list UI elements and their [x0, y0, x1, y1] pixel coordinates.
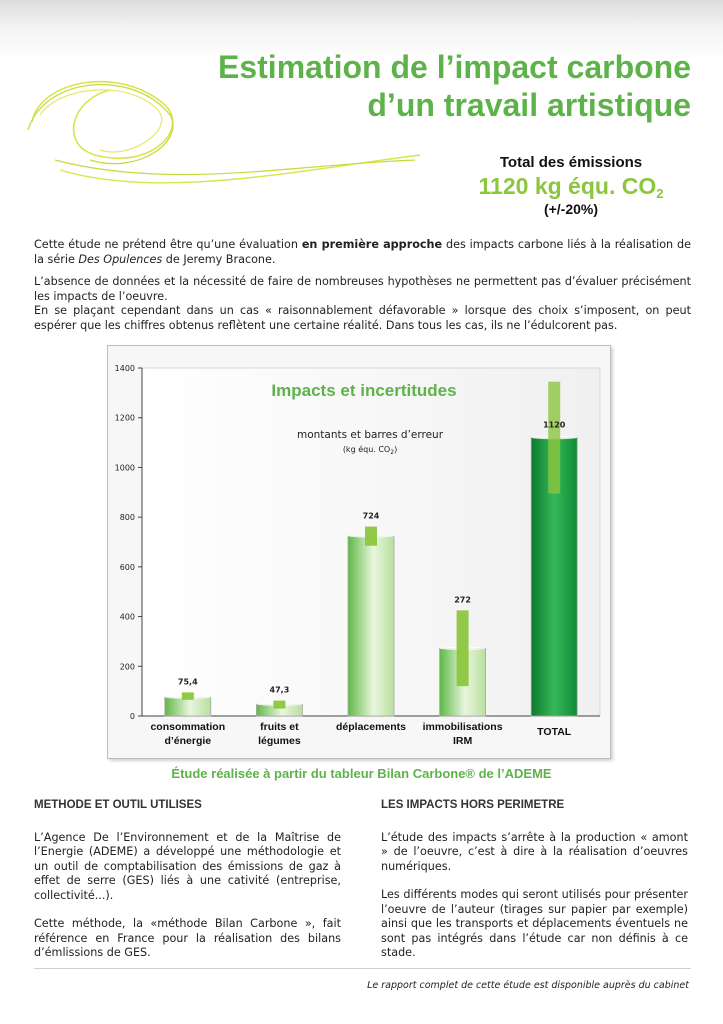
methode-heading: METHODE ET OUTIL UTILISES: [34, 799, 202, 811]
title-line-2: d’un travail artistique: [367, 87, 691, 123]
methode-paragraph-1: L’Agence De l’Environnement et de la Maîtrise de l’Energie (ADEME) a développé une méthodologie et un outil de comptabilisation des émissions de gaz à effet de serre (GES) liés à une cativité (entreprise, collectivité...).: [34, 830, 341, 902]
chart-unit-close: ): [394, 445, 398, 454]
intro-p1-end: de Jeremy Bracone.: [162, 252, 276, 266]
y-axis-ticks: [115, 364, 142, 721]
impact-chart: [108, 346, 610, 758]
error-bar: [548, 382, 560, 494]
methode-paragraph-2: Cette méthode, la «méthode Bilan Carbone », fait référence en France pour la réalisation des bilans d’émlissions de GES.: [34, 917, 341, 959]
intro-paragraph-3: En se plaçant cependant dans un cas « raisonnablement défavorable » lorsque des choix s’imposent, on peut espérer que les chiffres obtenus reflètent une certaine réalité. Dans tous les cas, ils ne l’édulcorent pas.: [34, 304, 691, 332]
data-label: 272: [454, 595, 471, 605]
x-tick-label: déplacements: [335, 721, 407, 733]
y-tick-label: 1400: [114, 364, 135, 373]
data-label: 47,3: [269, 685, 290, 695]
intro-paragraph-2: L’absence de données et la nécessité de faire de nombreuses hypothèses ne permettent pas d’évaluer précisément les impacts de l’oeuvre.: [34, 275, 691, 303]
x-tick-label: immobilisations: [422, 721, 503, 733]
y-tick-label: 400: [119, 612, 135, 622]
bar: [348, 536, 394, 716]
x-tick-label: d’énergie: [164, 735, 212, 747]
error-bar: [182, 692, 194, 699]
impacts-paragraph-1: L’étude des impacts s’arrête à la production « amont » de l’oeuvre, c’est à dire à la réalisation d’oeuvres numériques.: [381, 830, 688, 873]
data-label: 1120: [543, 420, 566, 430]
y-tick-label: 1000: [114, 463, 135, 473]
data-label: 724: [362, 511, 380, 521]
chart-title: Impacts et incertitudes: [271, 381, 457, 400]
impacts-heading: LES IMPACTS HORS PERIMETRE: [381, 799, 565, 811]
x-tick-label: TOTAL: [537, 726, 572, 738]
title-line-1: Estimation de l’impact carbone: [218, 49, 691, 85]
intro-p1-middle: des impacts carbone liés à la réalisation de la série: [34, 238, 691, 266]
y-tick-label: 600: [119, 562, 135, 572]
intro-p1-bold: en première approche: [301, 238, 443, 251]
x-tick-label: IRM: [452, 735, 473, 747]
total-value-text: 1120 kg équ. CO: [478, 173, 657, 199]
chart-frame: [107, 345, 611, 759]
y-tick-label: 1200: [114, 413, 135, 423]
total-emissions-block: [451, 154, 691, 217]
data-label: 75,4: [177, 677, 198, 687]
impacts-section: [381, 798, 688, 975]
intro-text: [34, 238, 691, 341]
series-name: Des Opulences: [78, 252, 163, 266]
x-tick-label: fruits et: [260, 721, 299, 733]
footer-note: Le rapport complet de cette étude est disponible auprès du cabinet: [367, 980, 689, 991]
bar: [165, 697, 211, 716]
x-tick-label: consommation: [150, 721, 226, 733]
page-title: [218, 48, 691, 124]
impacts-paragraph-2: Les différents modes qui seront utilisés pour présenter l’oeuvre de l’auteur (tirages sur papier par exemple) ainsi que les transports et déplacements éventuels ne sont pas intégrés dans l’étude car non définis à ce stade.: [381, 888, 688, 959]
chart-unit-text: (kg équ. CO: [342, 445, 391, 454]
y-tick-label: 800: [119, 513, 135, 523]
error-bar: [365, 527, 377, 546]
error-bar: [273, 701, 285, 709]
y-tick-label: 200: [119, 662, 135, 672]
total-value-subscript: 2: [656, 186, 664, 201]
intro-p1-start: Cette étude ne prétend être qu’une évaluation: [34, 238, 302, 251]
total-value: [451, 173, 691, 201]
source-caption: Étude réalisée à partir du tableur Bilan Carbone® de l’ADEME: [171, 766, 552, 781]
x-tick-label: légumes: [258, 735, 301, 747]
footer-divider: [34, 968, 691, 969]
chart-unit-sub: 2: [390, 449, 395, 456]
methode-section: [34, 798, 341, 975]
error-bar: [457, 610, 469, 686]
chart-subtitle: montants et barres d’erreur: [296, 429, 444, 441]
total-label: Total des émissions: [499, 154, 643, 171]
intro-paragraph-1: [34, 238, 691, 267]
total-tolerance: (+/-20%): [543, 201, 599, 217]
y-tick-label: 0: [129, 712, 135, 721]
